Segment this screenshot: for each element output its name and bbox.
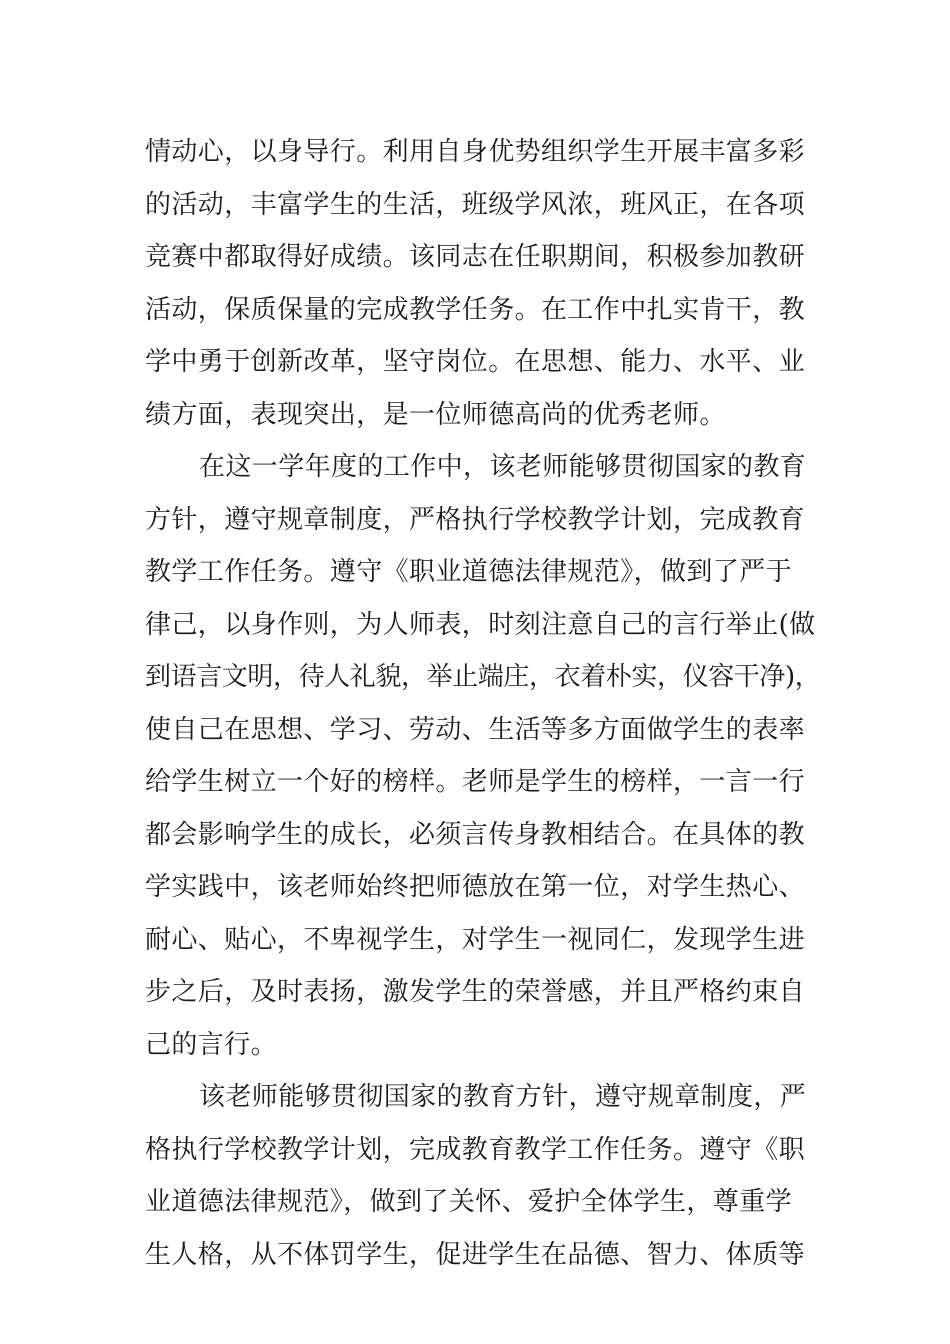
text-line: 教学工作任务。遵守《职业道德法律规范》，做到了严于 [145,557,793,587]
paragraph-first-line: 在这一学年度的工作中，该老师能够贯彻国家的教育 [199,452,807,482]
text-line: 律己，以身作则，为人师表，时刻注意自己的言行举止(做 [145,609,816,640]
text-line: 绩方面，表现突出，是一位师德高尚的优秀老师。 [145,399,726,430]
text-line: 己的言行。 [145,1029,278,1060]
paragraph-first-line: 该老师能够贯彻国家的教育方针，遵守规章制度，严 [199,1082,807,1112]
text-line: 方针，遵守规章制度，严格执行学校教学计划，完成教育 [145,504,806,535]
text-line: 的活动，丰富学生的生活，班级学风浓，班风正，在各项 [145,189,806,220]
text-line: 都会影响学生的成长，必须言传身教相结合。在具体的教 [145,819,806,850]
text-line: 格执行学校教学计划，完成教育教学工作任务。遵守《职 [145,1134,806,1165]
text-line: 竞赛中都取得好成绩。该同志在任职期间，积极参加教研 [145,242,806,272]
text-line: 生人格，从不体罚学生，促进学生在品德、智力、体质等 [145,1239,806,1270]
text-line: 业道德法律规范》，做到了关怀、爱护全体学生，尊重学 [145,1187,793,1217]
text-line: 活动，保质保量的完成教学任务。在工作中扎实肯干，教 [145,294,806,325]
text-line: 学实践中，该老师始终把师德放在第一位，对学生热心、 [145,872,806,902]
text-line: 使自己在思想、学习、劳动、生活等多方面做学生的表率 [145,714,806,745]
text-line: 给学生树立一个好的榜样。老师是学生的榜样，一言一行 [145,767,806,797]
text-line: 情动心，以身导行。利用自身优势组织学生开展丰富多彩 [145,137,806,167]
document-body [145,126,825,1281]
text-line: 到语言文明，待人礼貌，举止端庄，衣着朴实，仪容干净)， [145,662,821,692]
text-line: 步之后，及时表扬，激发学生的荣誉感，并且严格约束自 [145,977,806,1007]
text-line: 耐心、贴心，不卑视学生，对学生一视同仁，发现学生进 [145,924,806,955]
text-line: 学中勇于创新改革，坚守岗位。在思想、能力、水平、业 [145,347,806,377]
